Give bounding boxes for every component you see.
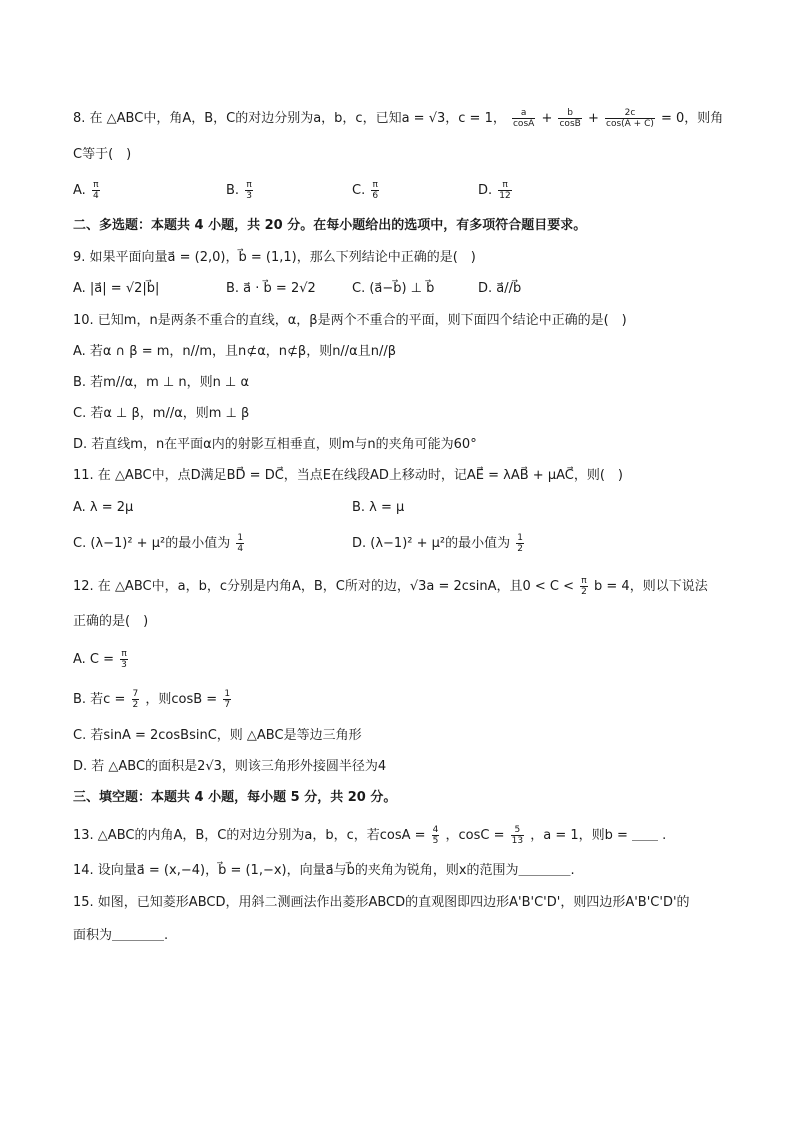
q8-frac1: $\frac{a}{\cos A}$ bbox=[512, 108, 535, 129]
q12-option-a: A. C = $\frac{\pi}{3}$ bbox=[73, 649, 127, 670]
q12-option-c: C. 若sinA = 2cosBsinC，则 △ABC是等边三角形 bbox=[73, 728, 362, 743]
q10-option-c: C. 若α ⊥ β，m//α，则m ⊥ β bbox=[73, 406, 250, 421]
q12-stem-line2: 正确的是( ) bbox=[73, 614, 149, 629]
q8-option-b: B. $\frac{\pi}{3}$ bbox=[226, 180, 252, 201]
q8-option-c: C. $\frac{\pi}{6}$ bbox=[352, 180, 379, 201]
q11-option-c: C. (λ−1)² + μ²的最小值为 $\frac{1}{4}$ bbox=[73, 533, 244, 554]
q9-option-c: C. (a⃗−b⃗) ⊥ b⃗ bbox=[352, 281, 435, 296]
q11-option-b: B. λ = μ bbox=[352, 500, 405, 515]
q8-option-a: A. $\frac{\pi}{4}$ bbox=[73, 180, 99, 201]
q8-line1: 8. 在 △ABC中，角A，B，C的对边分别为a，b，c，已知a = √3，c = 1， $\frac{a}{\cos A}$ + $\frac{b}{\cos B}$ + $\frac{2c}{\cos(A + C)}$ = 0，则角 bbox=[73, 108, 724, 129]
q9-option-d: D. a⃗//b⃗ bbox=[478, 281, 522, 296]
q11-option-d: D. (λ−1)² + μ²的最小值为 $\frac{1}{2}$ bbox=[352, 533, 524, 554]
q9-option-b: B. a⃗ · b⃗ = 2√2 bbox=[226, 281, 316, 296]
q12-option-b: B. 若c = $\frac{7}{2}$ ，则cosB = $\frac{1}{7}$ bbox=[73, 689, 231, 710]
q15-line2: 面积为＿＿＿＿. bbox=[73, 928, 169, 943]
q13-stem: 13. △ABC的内角A，B，C的对边分别为a，b，c，若cosA = $\frac{4}{5}$ ，cosC = $\frac{5}{13}$ ，a = 1，则b = ＿＿ . bbox=[73, 825, 667, 846]
q8-frac2: $\frac{b}{\cos B}$ bbox=[559, 108, 581, 129]
section-heading-multiple-choice: 二、多选题：本题共 4 小题，共 20 分。在每小题给出的选项中，有多项符合题目要求。 bbox=[73, 218, 587, 233]
q15-line1: 15. 如图，已知菱形ABCD，用斜二测画法作出菱形ABCD的直观图即四边形A'B'C'D'，则四边形A'B'C'D'的 bbox=[73, 895, 690, 910]
section-heading-fill-in: 三、填空题：本题共 4 小题，每小题 5 分，共 20 分。 bbox=[73, 790, 397, 805]
q10-stem: 10. 已知m，n是两条不重合的直线，α，β是两个不重合的平面，则下面四个结论中正确的是( ) bbox=[73, 313, 627, 328]
q8-stem-text: 8. 在 △ABC中，角A，B，C的对边分别为a，b，c，已知a = √3，c = 1， bbox=[73, 111, 506, 126]
q14-stem: 14. 设向量a⃗ = (x,−4)，b⃗ = (1,−x)，向量a⃗与b⃗的夹角为锐角，则x的范围为＿＿＿＿. bbox=[73, 863, 575, 878]
q8-frac3: $\frac{2c}{\cos(A + C)}$ bbox=[606, 108, 654, 129]
q10-option-b: B. 若m//α，m ⊥ n，则n ⊥ α bbox=[73, 375, 250, 390]
q12-stem-line1: 12. 在 △ABC中，a，b，c分别是内角A，B，C所对的边，√3a = 2csinA，且0 < C < $\frac{\pi}{2}$ b = 4，则以下说法 bbox=[73, 576, 708, 597]
q12-option-d: D. 若 △ABC的面积是2√3，则该三角形外接圆半径为4 bbox=[73, 759, 387, 774]
q10-option-a: A. 若α ∩ β = m，n//m，且n⊄α，n⊄β，则n//α且n//β bbox=[73, 344, 397, 359]
q8-stem-end: = 0，则角 bbox=[661, 111, 724, 126]
q8-option-d: D. $\frac{\pi}{12}$ bbox=[478, 180, 511, 201]
q11-option-a: A. λ = 2μ bbox=[73, 500, 134, 515]
q8-line2: C等于( ) bbox=[73, 147, 132, 162]
q11-stem: 11. 在 △ABC中，点D满足BD⃗ = DC⃗，当点E在线段AD上移动时，记AE⃗ = λAB⃗ + μAC⃗，则( ) bbox=[73, 468, 623, 483]
q9-stem: 9. 如果平面向量a⃗ = (2,0)，b⃗ = (1,1)，那么下列结论中正确的是( ) bbox=[73, 250, 476, 265]
q9-option-a: A. |a⃗| = √2|b⃗| bbox=[73, 281, 160, 296]
q10-option-d: D. 若直线m，n在平面α内的射影互相垂直，则m与n的夹角可能为60° bbox=[73, 437, 477, 452]
